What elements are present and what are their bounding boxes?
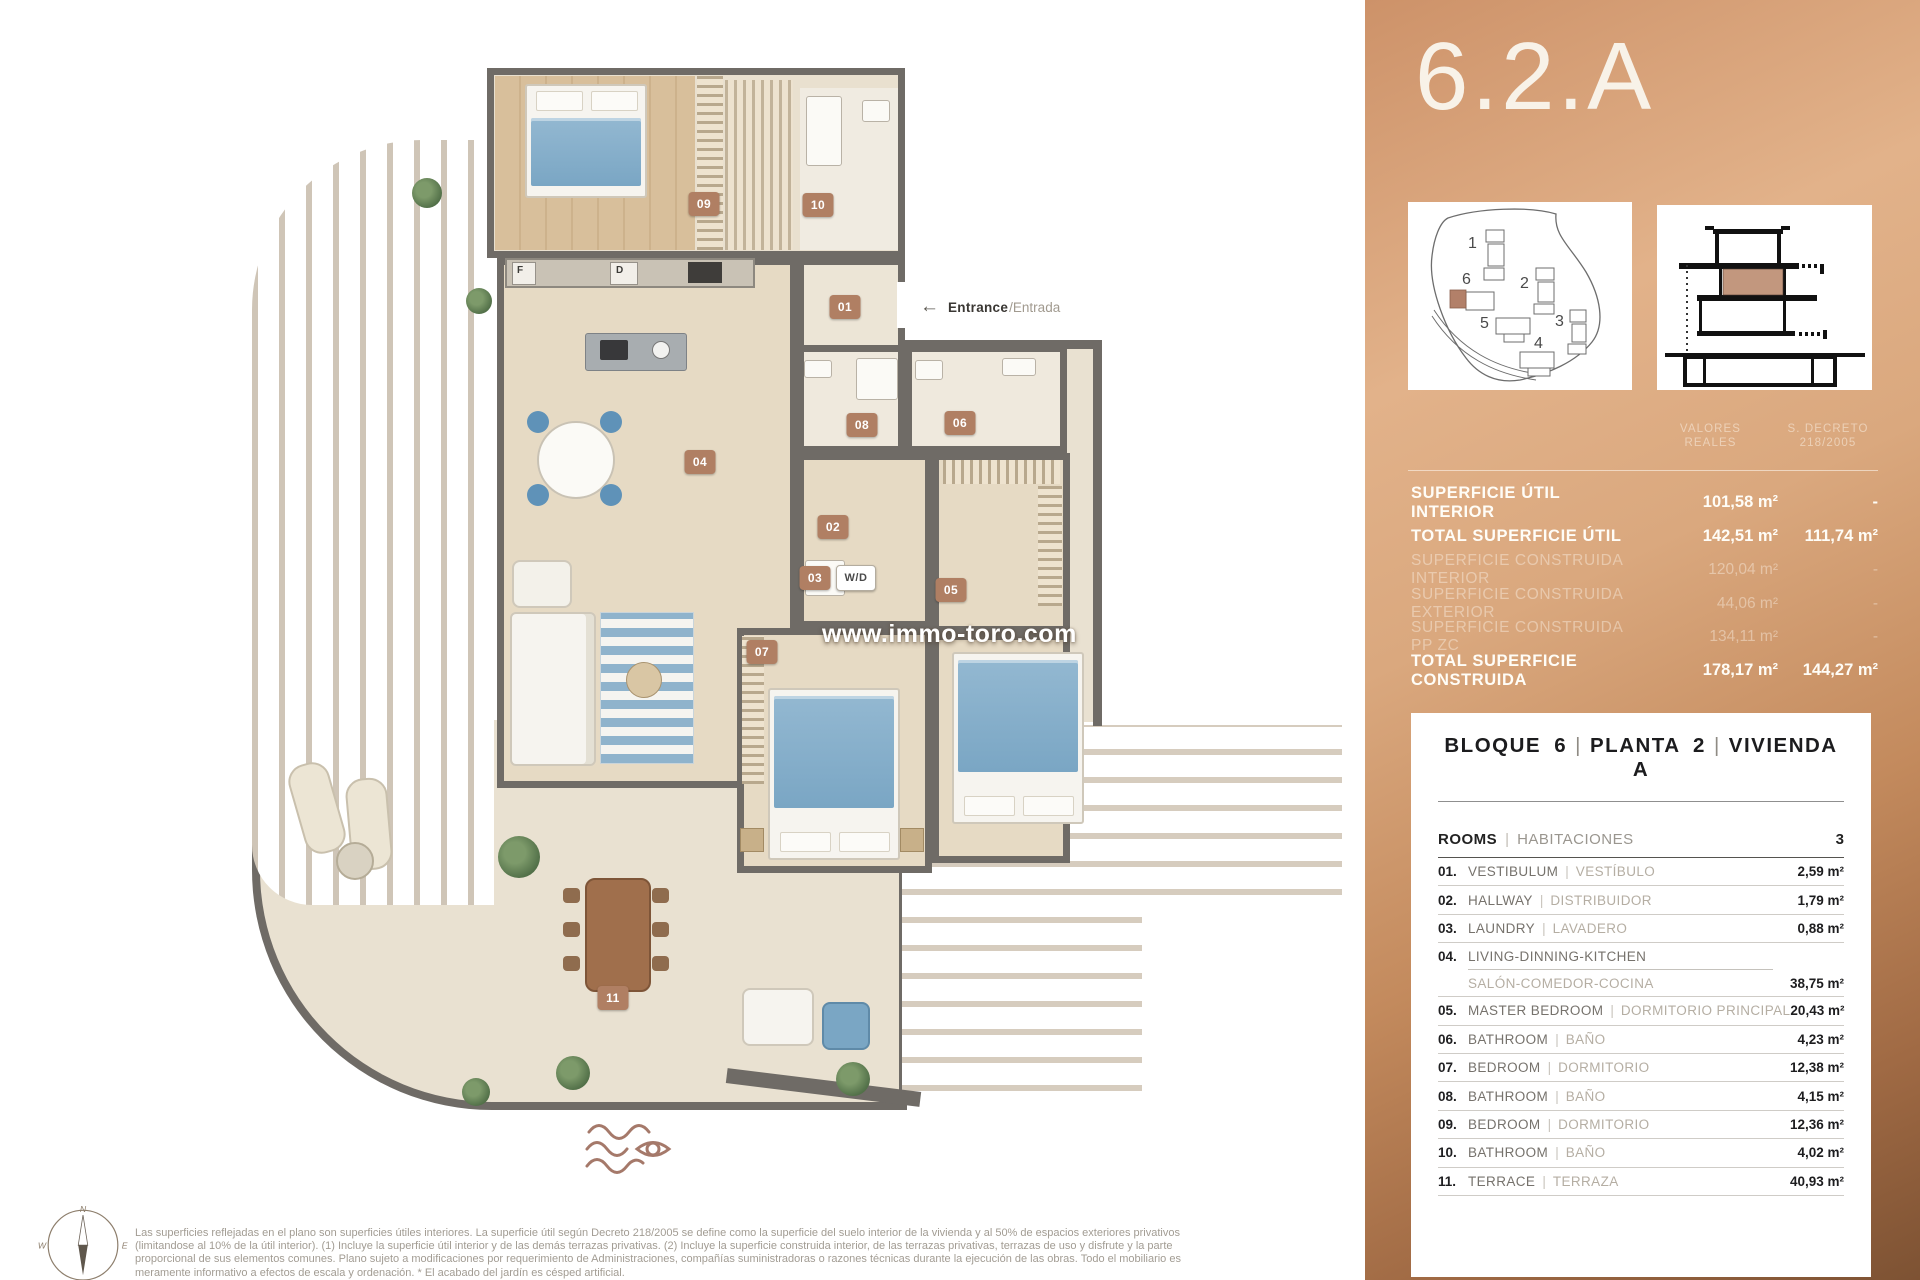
rooms-label-es: HABITACIONES (1517, 831, 1634, 848)
compass-icon (24, 1204, 142, 1280)
toilet-06 (915, 360, 943, 380)
room-badge-07: 07 (747, 640, 778, 664)
room-name-es: BAÑO (1565, 1031, 1606, 1047)
surface-table (1411, 483, 1878, 689)
surface-row (1411, 587, 1878, 621)
site-plan-drawing (1408, 202, 1632, 390)
pipe: | (1610, 1003, 1614, 1019)
room-badge-03: 03 (800, 566, 831, 590)
room-badge-02: 02 (818, 515, 849, 539)
bed-09 (525, 84, 647, 198)
plant (412, 178, 442, 208)
stair-hatch (725, 80, 793, 250)
terrace-chair (652, 922, 669, 937)
room-name-en: BEDROOM (1468, 1116, 1541, 1132)
room-number: 05. (1438, 1003, 1457, 1019)
pipe: | (1505, 831, 1510, 848)
surface-value-decreto: 144,27 m² (1802, 661, 1878, 680)
surface-row (1411, 651, 1878, 689)
room-badge-08: 08 (847, 413, 878, 437)
surface-value-decreto: - (1872, 628, 1878, 646)
room-number: 02. (1438, 892, 1457, 908)
room-name-en: BATHROOM (1468, 1031, 1549, 1047)
room-name-es: BAÑO (1565, 1088, 1606, 1104)
room-number: 10. (1438, 1145, 1457, 1161)
surface-value-real: 120,04 m² (1708, 560, 1778, 578)
room-area: 4,15 m² (1797, 1088, 1844, 1104)
terrace-chair (563, 956, 580, 971)
bed-05 (952, 652, 1084, 824)
pouf (336, 842, 374, 880)
room-name-en: BATHROOM (1468, 1088, 1549, 1104)
pillow (1023, 796, 1074, 816)
room-name-en: MASTER BEDROOM (1468, 1003, 1604, 1019)
kitchen-sink-unit (688, 262, 722, 283)
rooms-label-en: ROOMS (1438, 831, 1498, 848)
room-area: 12,38 m² (1789, 1060, 1844, 1076)
highlighted-block-6 (1450, 290, 1466, 308)
surface-value-real: 134,11 m² (1709, 628, 1778, 646)
dining-chair (600, 411, 622, 433)
svg-text:4: 4 (1534, 335, 1543, 352)
section-drawing (1657, 205, 1872, 390)
blanket (958, 660, 1078, 772)
surface-value-decreto: 111,74 m² (1804, 526, 1878, 545)
room-badge-06: 06 (945, 411, 976, 435)
room-row (1438, 1026, 1844, 1054)
compass-w: W (37, 1240, 47, 1251)
room-number: 09. (1438, 1116, 1457, 1132)
col-header-decreto: S. DECRETO 218/2005 (1787, 423, 1869, 449)
entrance-text-en: Entrance (948, 299, 1009, 315)
pillow (536, 91, 583, 111)
room-name-es: DORMITORIO (1558, 1116, 1650, 1132)
room-number: 08. (1438, 1088, 1457, 1104)
outdoor-sofa (742, 988, 814, 1046)
rooms-count: 3 (1835, 831, 1844, 848)
island-hob (600, 340, 628, 360)
room-name-es: DORMITORIO PRINCIPAL (1620, 1003, 1791, 1019)
bathtub-10 (806, 96, 842, 166)
divider (1438, 801, 1844, 802)
section-thumbnail (1657, 205, 1872, 390)
outdoor-chair (822, 1002, 870, 1050)
surface-value-decreto: - (1872, 560, 1878, 578)
surface-label: SUPERFICIE CONSTRUIDA EXTERIOR (1411, 585, 1623, 621)
room-area: 12,36 m² (1789, 1116, 1844, 1132)
wall-segment (1093, 340, 1102, 726)
room-name-es: DORMITORIO (1558, 1060, 1650, 1076)
surface-value-real: 101,58 m² (1702, 493, 1778, 512)
room-area: 1,79 m² (1797, 892, 1844, 908)
surface-row (1411, 553, 1878, 587)
room-name-es: DISTRIBUIDOR (1550, 892, 1652, 908)
pipe: | (1555, 1145, 1559, 1161)
room-area: 2,59 m² (1797, 864, 1844, 880)
plant (498, 836, 540, 878)
surface-value-real: 142,51 m² (1702, 526, 1778, 545)
kitchen-label-d: D (616, 265, 624, 276)
room-row (1438, 858, 1844, 886)
terrace-chair (563, 922, 580, 937)
surface-table-headers (1408, 422, 1878, 450)
room-name-es: BAÑO (1565, 1145, 1606, 1161)
room-number: 04. (1438, 948, 1457, 964)
room-name-es: TERRAZA (1552, 1173, 1619, 1189)
room-row (1438, 1139, 1844, 1167)
room-name-en: VESTIBULUM (1468, 864, 1559, 880)
plant (836, 1062, 870, 1096)
room-number: 07. (1438, 1060, 1457, 1076)
terrace-chair (563, 888, 580, 903)
room-badge-01: 01 (830, 295, 861, 319)
dining-chair (527, 484, 549, 506)
room-name-en: BEDROOM (1468, 1060, 1541, 1076)
room-row (1438, 1168, 1844, 1196)
room-row (1438, 1111, 1844, 1139)
room-name-en: HALLWAY (1468, 892, 1533, 908)
rooms-header (1438, 831, 1844, 848)
plant (556, 1056, 590, 1090)
surface-row (1411, 520, 1878, 554)
room-name-es: VESTÍBULO (1575, 864, 1656, 880)
pergola-slats-right-tail (902, 895, 1142, 1091)
plant (466, 288, 492, 314)
bed-07 (768, 688, 900, 860)
room-name-es: LAVADERO (1552, 920, 1628, 936)
room-row-line2 (1438, 970, 1844, 996)
washer-dryer-label: W/D (836, 565, 876, 591)
sink-08 (804, 360, 832, 378)
kitchen-label-f: F (517, 265, 524, 276)
svg-text:1: 1 (1468, 235, 1477, 252)
info-sidebar (1365, 0, 1920, 1280)
divider (1408, 470, 1878, 471)
svg-text:3: 3 (1555, 313, 1564, 330)
compass-n: N (79, 1204, 87, 1214)
disclaimer-line: Las superficies reflejadas en el plano son superficies útiles interiores. La superficie útil según Decreto 218/2005 se define como la superficie del suelo interior de la vivienda y al 50% de espacios exteriores privativos (135, 1227, 1180, 1239)
room-area: 40,93 m² (1789, 1173, 1844, 1189)
pipe: | (1547, 1116, 1552, 1132)
wardrobe-hatch-master (943, 460, 1060, 484)
surface-label: TOTAL SUPERFICIE CONSTRUIDA (1411, 651, 1578, 689)
room-number: 03. (1438, 920, 1457, 936)
room-row (1438, 1054, 1844, 1082)
pipe: | (1565, 864, 1569, 880)
surface-value-decreto: - (1872, 493, 1878, 512)
shower-08 (856, 358, 898, 400)
sofa (510, 612, 596, 766)
nightstand (740, 828, 764, 852)
room-area: 4,02 m² (1797, 1145, 1844, 1161)
dining-chair (600, 484, 622, 506)
svg-text:2: 2 (1520, 275, 1529, 292)
plant (462, 1078, 490, 1106)
room-name-es: SALÓN-COMEDOR-COCINA (1468, 975, 1654, 991)
room-area: 0,88 m² (1797, 920, 1844, 936)
surface-row (1411, 483, 1878, 521)
room-number: 06. (1438, 1031, 1457, 1047)
room-row-line1 (1438, 943, 1844, 969)
island-sink (652, 341, 670, 359)
surface-value-decreto: - (1872, 594, 1878, 612)
entrance-text-es: /Entrada (1009, 299, 1061, 315)
room-badge-04: 04 (685, 450, 716, 474)
room-name-en: BATHROOM (1468, 1145, 1549, 1161)
terrace-dining-table (585, 878, 651, 992)
room-name-en: LIVING-DINNING-KITCHEN (1468, 948, 1647, 964)
terrace-chair (652, 956, 669, 971)
dining-chair (527, 411, 549, 433)
pipe: | (1542, 1173, 1546, 1189)
disclaimer-text (135, 1227, 1181, 1280)
room-area: 38,75 m² (1789, 975, 1844, 991)
surface-value-real: 44,06 m² (1716, 594, 1778, 612)
room-number: 01. (1438, 864, 1457, 880)
pillow (839, 832, 890, 852)
terrace-chair (652, 888, 669, 903)
room-area: 4,23 m² (1797, 1031, 1844, 1047)
pipe: | (1575, 734, 1582, 757)
nightstand (900, 828, 924, 852)
pipe: | (1539, 892, 1544, 908)
watermark: www.immo-toro.com (822, 620, 1077, 648)
sea-view-icon (583, 1118, 675, 1180)
room-area: 20,43 m² (1790, 1003, 1845, 1019)
room-row (1438, 915, 1844, 943)
room-row (1438, 997, 1844, 1025)
entrance-door-gap (897, 282, 909, 328)
blanket (774, 696, 894, 808)
disclaimer-line: meramente informativo a efectos de escala y ordenación. * El acabado del jardín es césped artificial. (135, 1266, 625, 1279)
kitchen-fridge (512, 262, 536, 285)
surface-label: TOTAL SUPERFICIE ÚTIL (1411, 526, 1622, 545)
compass-e: E (121, 1240, 128, 1251)
blanket (531, 118, 642, 186)
toilet-10 (862, 100, 890, 122)
pipe: | (1547, 1060, 1552, 1076)
room-hall-02-laundry-03 (797, 453, 932, 628)
planta-label: PLANTA 2 (1590, 734, 1706, 757)
room-badge-05: 05 (936, 578, 967, 602)
room-badge-09: 09 (689, 192, 720, 216)
unit-card-title (1438, 734, 1844, 782)
pipe: | (1713, 734, 1721, 757)
vivienda-label: VIVIENDA A (1632, 734, 1838, 781)
unit-card (1411, 713, 1871, 1277)
room-row (1438, 886, 1844, 914)
rooms-table (1438, 858, 1844, 1196)
surface-label: SUPERFICIE CONSTRUIDA INTERIOR (1411, 551, 1623, 587)
pillow (591, 91, 638, 111)
entrance-label (920, 296, 1060, 318)
pipe: | (1555, 1088, 1559, 1104)
kitchen-dishwasher (610, 262, 638, 285)
highlighted-floor (1723, 269, 1783, 295)
bloque-label: BLOQUE 6 (1444, 734, 1568, 757)
wardrobe-hatch (697, 76, 723, 250)
armchair (512, 560, 572, 608)
room-badge-11: 11 (598, 986, 629, 1010)
surface-value-real: 178,17 m² (1702, 661, 1778, 680)
svg-text:5: 5 (1480, 315, 1489, 332)
disclaimer-line: (limitandose al 10% de la útil interior). (1) Incluye la superficie útil interior y de las demás terrazas privativas. (2) Incluye la superficie construida interior, de las terrazas privativas, terrazas de uso y disfrute y la parte (135, 1240, 1173, 1253)
entrance-arrow-icon: ← (920, 296, 939, 317)
disclaimer-line: proporcional de sus elementos comunes. Plano sujeto a modificaciones por requerimiento de Administraciones, compañías suministradoras o razones técnicas durante la ejecución de las obras. Todo el mobiliario es (135, 1253, 1181, 1266)
pillow (964, 796, 1015, 816)
col-header-valores: VALORES REALES (1679, 423, 1742, 449)
sink-06 (1002, 358, 1036, 376)
surface-label: SUPERFICIE ÚTIL INTERIOR (1411, 483, 1560, 521)
surface-label: SUPERFICIE CONSTRUIDA PP ZC (1411, 619, 1623, 655)
room-row (1438, 1082, 1844, 1110)
site-plan-thumbnail (1408, 202, 1632, 390)
pillow (780, 832, 831, 852)
svg-text:6: 6 (1462, 271, 1471, 288)
wardrobe-hatch-master-side (1038, 486, 1062, 606)
room-number: 11. (1438, 1173, 1457, 1189)
surface-row (1411, 620, 1878, 654)
room-name-en: TERRACE (1468, 1173, 1536, 1189)
coffee-table (626, 662, 662, 698)
room-name-en: LAUNDRY (1468, 920, 1536, 936)
pipe: | (1542, 920, 1546, 936)
room-badge-10: 10 (803, 193, 834, 217)
pipe: | (1555, 1031, 1559, 1047)
unit-title: 6.2.A (1415, 23, 1655, 130)
room-row (1438, 943, 1844, 997)
